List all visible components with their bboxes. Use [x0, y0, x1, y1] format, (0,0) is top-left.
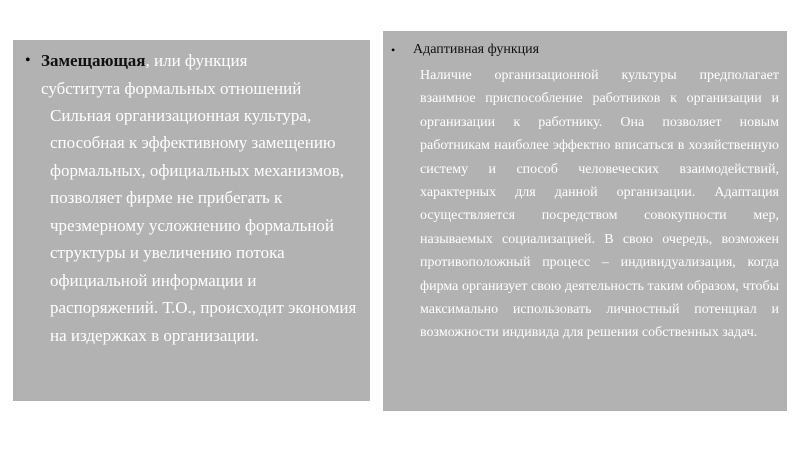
- right-heading: Адаптивная функция: [413, 42, 540, 57]
- substitution-function-box: [13, 40, 370, 401]
- right-heading-line: [389, 36, 779, 64]
- left-heading-rest: , или функция: [145, 51, 248, 70]
- adaptive-function-box: [383, 31, 787, 411]
- left-body-text: Сильная организационная культура, способная к эффективному замещению формальных, официальных механизмов, позволяет фирме не прибегать к чрезмерному усложнению формальной структуры и увеличению потока официальной информации и распоряжений. Т.О., происходит экономия на издержках в организации.: [50, 105, 357, 345]
- bullet-icon: •: [25, 52, 31, 69]
- left-heading-bold: Замещающая: [41, 51, 146, 70]
- left-heading-line-2: субститута формальных отношений: [41, 79, 302, 98]
- bullet-icon: •: [391, 43, 396, 57]
- left-heading-line: [25, 46, 360, 75]
- left-heading: [41, 46, 247, 75]
- right-body-text: Наличие организационной культуры предполагает взаимное приспособление работников к организации и организации к работнику. Она позволяет новым работникам наиболее эффектно вписаться в хозяйственную систему и способ человеческих взаимодействий, характерных для данной организации. Адаптация осуществляется посредством совокупности мер, называемых социализацией. В свою очередь, возможен противоположный процесс – индивидуализация, когда фирма организует свою деятельность таким образом, чтобы максимально использовать личностный потенциал и возможности индивида для решения собственных задач.: [420, 68, 779, 341]
